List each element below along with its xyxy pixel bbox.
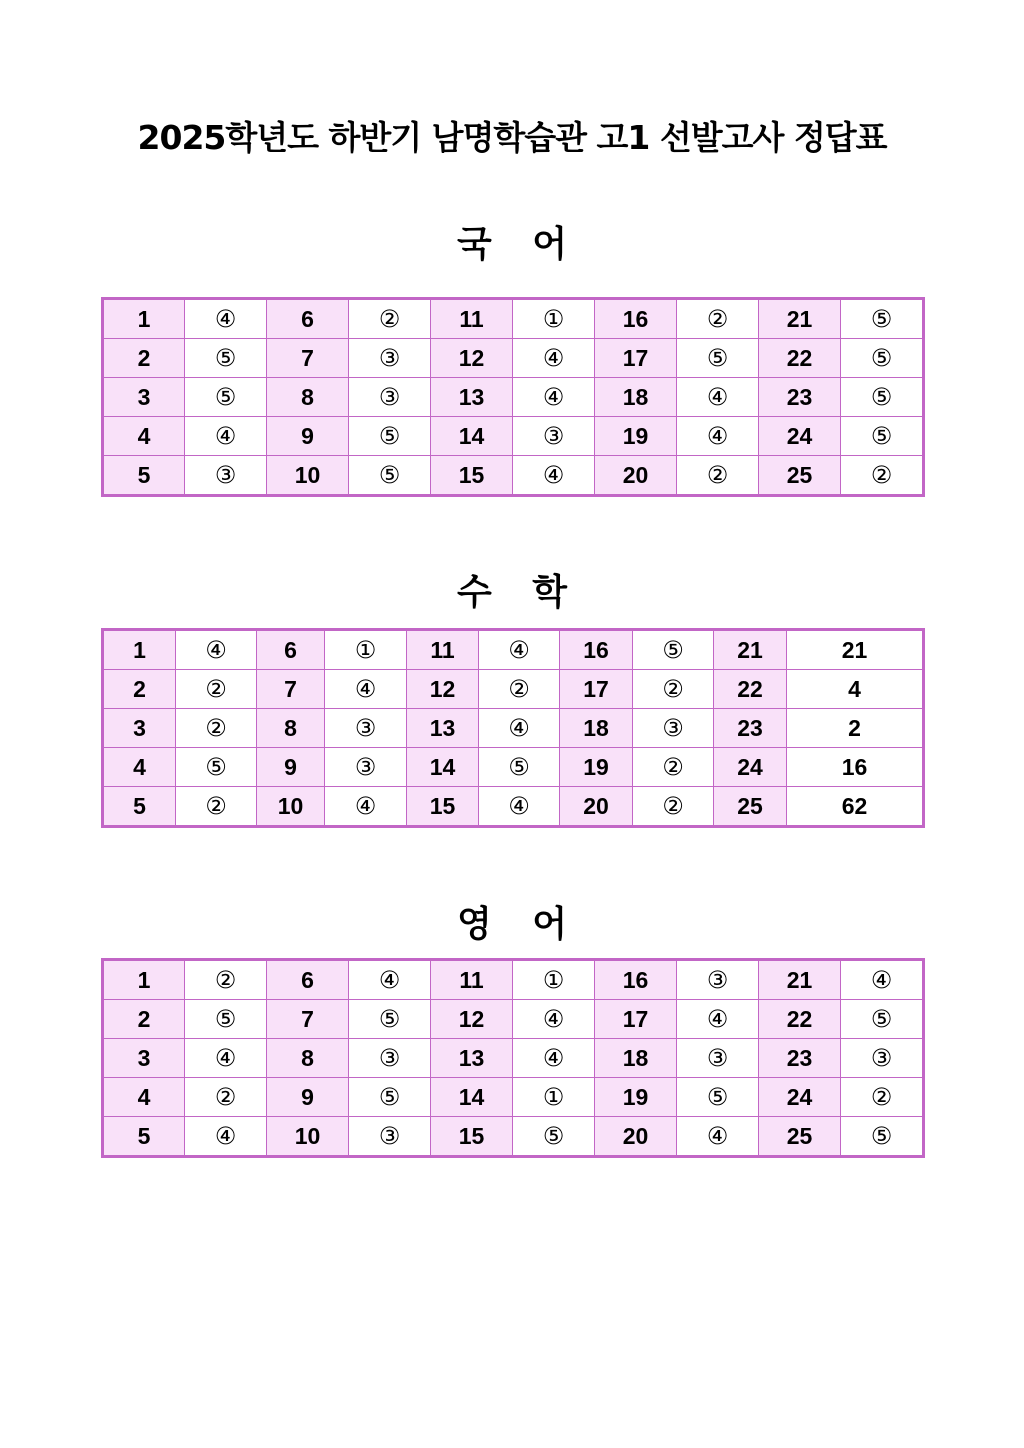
answer-cell: ③ (349, 378, 431, 417)
korean-section-title: 국 어 (456, 224, 582, 265)
answer-cell: ④ (513, 456, 595, 496)
answer-cell: ③ (677, 1039, 759, 1078)
question-number: 2 (103, 339, 185, 378)
question-number: 18 (595, 1039, 677, 1078)
question-number: 11 (431, 299, 513, 339)
question-number: 3 (103, 1039, 185, 1078)
answer-cell: ③ (325, 709, 407, 748)
answer-cell: ⑤ (349, 1000, 431, 1039)
answer-cell: ④ (513, 378, 595, 417)
table-row (103, 670, 924, 709)
answer-cell: ② (185, 960, 267, 1000)
answer-cell: ③ (349, 1117, 431, 1157)
answer-cell: ③ (185, 456, 267, 496)
question-number: 16 (560, 630, 633, 670)
answer-cell: ④ (325, 670, 407, 709)
answer-cell: ④ (185, 299, 267, 339)
answer-cell: ③ (841, 1039, 924, 1078)
question-number: 2 (103, 1000, 185, 1039)
answer-cell: ③ (633, 709, 714, 748)
question-number: 3 (103, 709, 176, 748)
question-number: 2 (103, 670, 176, 709)
answer-cell: ② (176, 670, 257, 709)
answer-cell: ⑤ (185, 378, 267, 417)
question-number: 18 (595, 378, 677, 417)
question-number: 6 (267, 299, 349, 339)
question-number: 20 (595, 1117, 677, 1157)
question-number: 10 (257, 787, 325, 827)
answer-cell: ④ (176, 630, 257, 670)
table-row (103, 417, 924, 456)
answer-cell: ② (479, 670, 560, 709)
answer-cell: ④ (677, 1000, 759, 1039)
english-answer-table (101, 958, 925, 1158)
table-row (103, 630, 924, 670)
table-row (103, 787, 924, 827)
math-answer-table (101, 628, 925, 828)
question-number: 22 (759, 339, 841, 378)
question-number: 12 (431, 339, 513, 378)
question-number: 4 (103, 748, 176, 787)
answer-cell: ③ (325, 748, 407, 787)
table-row (103, 299, 924, 339)
question-number: 5 (103, 456, 185, 496)
answer-cell: ③ (513, 417, 595, 456)
question-number: 1 (103, 299, 185, 339)
question-number: 25 (714, 787, 787, 827)
answer-cell: ② (841, 456, 924, 496)
question-number: 15 (431, 456, 513, 496)
question-number: 11 (431, 960, 513, 1000)
answer-cell: ⑤ (479, 748, 560, 787)
question-number: 24 (759, 417, 841, 456)
question-number: 1 (103, 630, 176, 670)
answer-cell: ① (513, 960, 595, 1000)
table-row (103, 1117, 924, 1157)
answer-cell: ① (325, 630, 407, 670)
question-number: 7 (267, 339, 349, 378)
question-number: 9 (267, 1078, 349, 1117)
answer-cell: ⑤ (513, 1117, 595, 1157)
answer-cell: ④ (479, 630, 560, 670)
table-row (103, 456, 924, 496)
answer-cell: ② (633, 748, 714, 787)
question-number: 13 (431, 378, 513, 417)
question-number: 19 (595, 417, 677, 456)
answer-cell: ⑤ (349, 456, 431, 496)
answer-cell: ④ (325, 787, 407, 827)
question-number: 20 (595, 456, 677, 496)
answer-cell: ③ (349, 1039, 431, 1078)
answer-cell: 4 (787, 670, 924, 709)
answer-cell: ④ (677, 378, 759, 417)
question-number: 23 (759, 1039, 841, 1078)
question-number: 14 (407, 748, 479, 787)
question-number: 16 (595, 960, 677, 1000)
table-row (103, 378, 924, 417)
answer-cell: ④ (479, 709, 560, 748)
question-number: 15 (407, 787, 479, 827)
question-number: 7 (257, 670, 325, 709)
answer-cell: 2 (787, 709, 924, 748)
korean-answer-table (101, 297, 925, 497)
table-row (103, 339, 924, 378)
answer-cell: ① (513, 1078, 595, 1117)
answer-cell: ② (185, 1078, 267, 1117)
answer-cell: ④ (185, 1117, 267, 1157)
question-number: 5 (103, 1117, 185, 1157)
question-number: 3 (103, 378, 185, 417)
question-number: 24 (714, 748, 787, 787)
answer-cell: ⑤ (841, 1000, 924, 1039)
question-number: 18 (560, 709, 633, 748)
english-section-title: 영 어 (456, 904, 582, 945)
question-number: 4 (103, 417, 185, 456)
question-number: 8 (267, 378, 349, 417)
answer-cell: ⑤ (176, 748, 257, 787)
table-row (103, 1000, 924, 1039)
question-number: 23 (714, 709, 787, 748)
question-number: 10 (267, 1117, 349, 1157)
question-number: 25 (759, 456, 841, 496)
page-title: 2025학년도 하반기 남명학습관 고1 선발고사 정답표 (137, 118, 887, 157)
table-row (103, 1039, 924, 1078)
answer-cell: ② (633, 787, 714, 827)
answer-cell: ④ (841, 960, 924, 1000)
question-number: 7 (267, 1000, 349, 1039)
question-number: 22 (714, 670, 787, 709)
question-number: 9 (267, 417, 349, 456)
question-number: 8 (267, 1039, 349, 1078)
answer-cell: ② (176, 709, 257, 748)
question-number: 13 (407, 709, 479, 748)
answer-cell: ④ (677, 1117, 759, 1157)
answer-cell: ⑤ (349, 417, 431, 456)
table-row (103, 709, 924, 748)
table-row (103, 960, 924, 1000)
question-number: 14 (431, 1078, 513, 1117)
answer-cell: 16 (787, 748, 924, 787)
answer-cell: ④ (513, 1000, 595, 1039)
answer-cell: ⑤ (185, 339, 267, 378)
question-number: 6 (267, 960, 349, 1000)
answer-cell: ⑤ (677, 1078, 759, 1117)
math-section-title: 수 학 (456, 572, 582, 613)
answer-cell: ④ (513, 339, 595, 378)
answer-cell: ② (841, 1078, 924, 1117)
answer-cell: ⑤ (677, 339, 759, 378)
answer-cell: ④ (513, 1039, 595, 1078)
question-number: 6 (257, 630, 325, 670)
question-number: 21 (759, 299, 841, 339)
question-number: 21 (714, 630, 787, 670)
question-number: 15 (431, 1117, 513, 1157)
answer-cell: ⑤ (841, 1117, 924, 1157)
answer-cell: ④ (185, 417, 267, 456)
answer-cell: ⑤ (841, 417, 924, 456)
answer-cell: ⑤ (841, 378, 924, 417)
question-number: 21 (759, 960, 841, 1000)
answer-cell: ④ (185, 1039, 267, 1078)
answer-cell: 21 (787, 630, 924, 670)
answer-cell: ② (176, 787, 257, 827)
question-number: 4 (103, 1078, 185, 1117)
question-number: 16 (595, 299, 677, 339)
answer-cell: ④ (479, 787, 560, 827)
question-number: 14 (431, 417, 513, 456)
question-number: 1 (103, 960, 185, 1000)
question-number: 24 (759, 1078, 841, 1117)
question-number: 13 (431, 1039, 513, 1078)
answer-cell: ⑤ (841, 299, 924, 339)
question-number: 17 (595, 1000, 677, 1039)
question-number: 25 (759, 1117, 841, 1157)
answer-cell: 62 (787, 787, 924, 827)
answer-cell: ③ (349, 339, 431, 378)
question-number: 10 (267, 456, 349, 496)
question-number: 12 (431, 1000, 513, 1039)
question-number: 20 (560, 787, 633, 827)
question-number: 9 (257, 748, 325, 787)
question-number: 17 (595, 339, 677, 378)
question-number: 23 (759, 378, 841, 417)
table-row (103, 1078, 924, 1117)
answer-cell: ② (349, 299, 431, 339)
question-number: 12 (407, 670, 479, 709)
answer-cell: ⑤ (633, 630, 714, 670)
answer-cell: ④ (677, 417, 759, 456)
answer-cell: ④ (349, 960, 431, 1000)
answer-cell: ⑤ (841, 339, 924, 378)
answer-cell: ⑤ (185, 1000, 267, 1039)
answer-cell: ② (677, 299, 759, 339)
question-number: 22 (759, 1000, 841, 1039)
answer-cell: ③ (677, 960, 759, 1000)
table-row (103, 748, 924, 787)
question-number: 19 (595, 1078, 677, 1117)
answer-cell: ① (513, 299, 595, 339)
question-number: 8 (257, 709, 325, 748)
answer-cell: ⑤ (349, 1078, 431, 1117)
answer-cell: ② (633, 670, 714, 709)
question-number: 11 (407, 630, 479, 670)
answer-cell: ② (677, 456, 759, 496)
question-number: 19 (560, 748, 633, 787)
question-number: 5 (103, 787, 176, 827)
question-number: 17 (560, 670, 633, 709)
